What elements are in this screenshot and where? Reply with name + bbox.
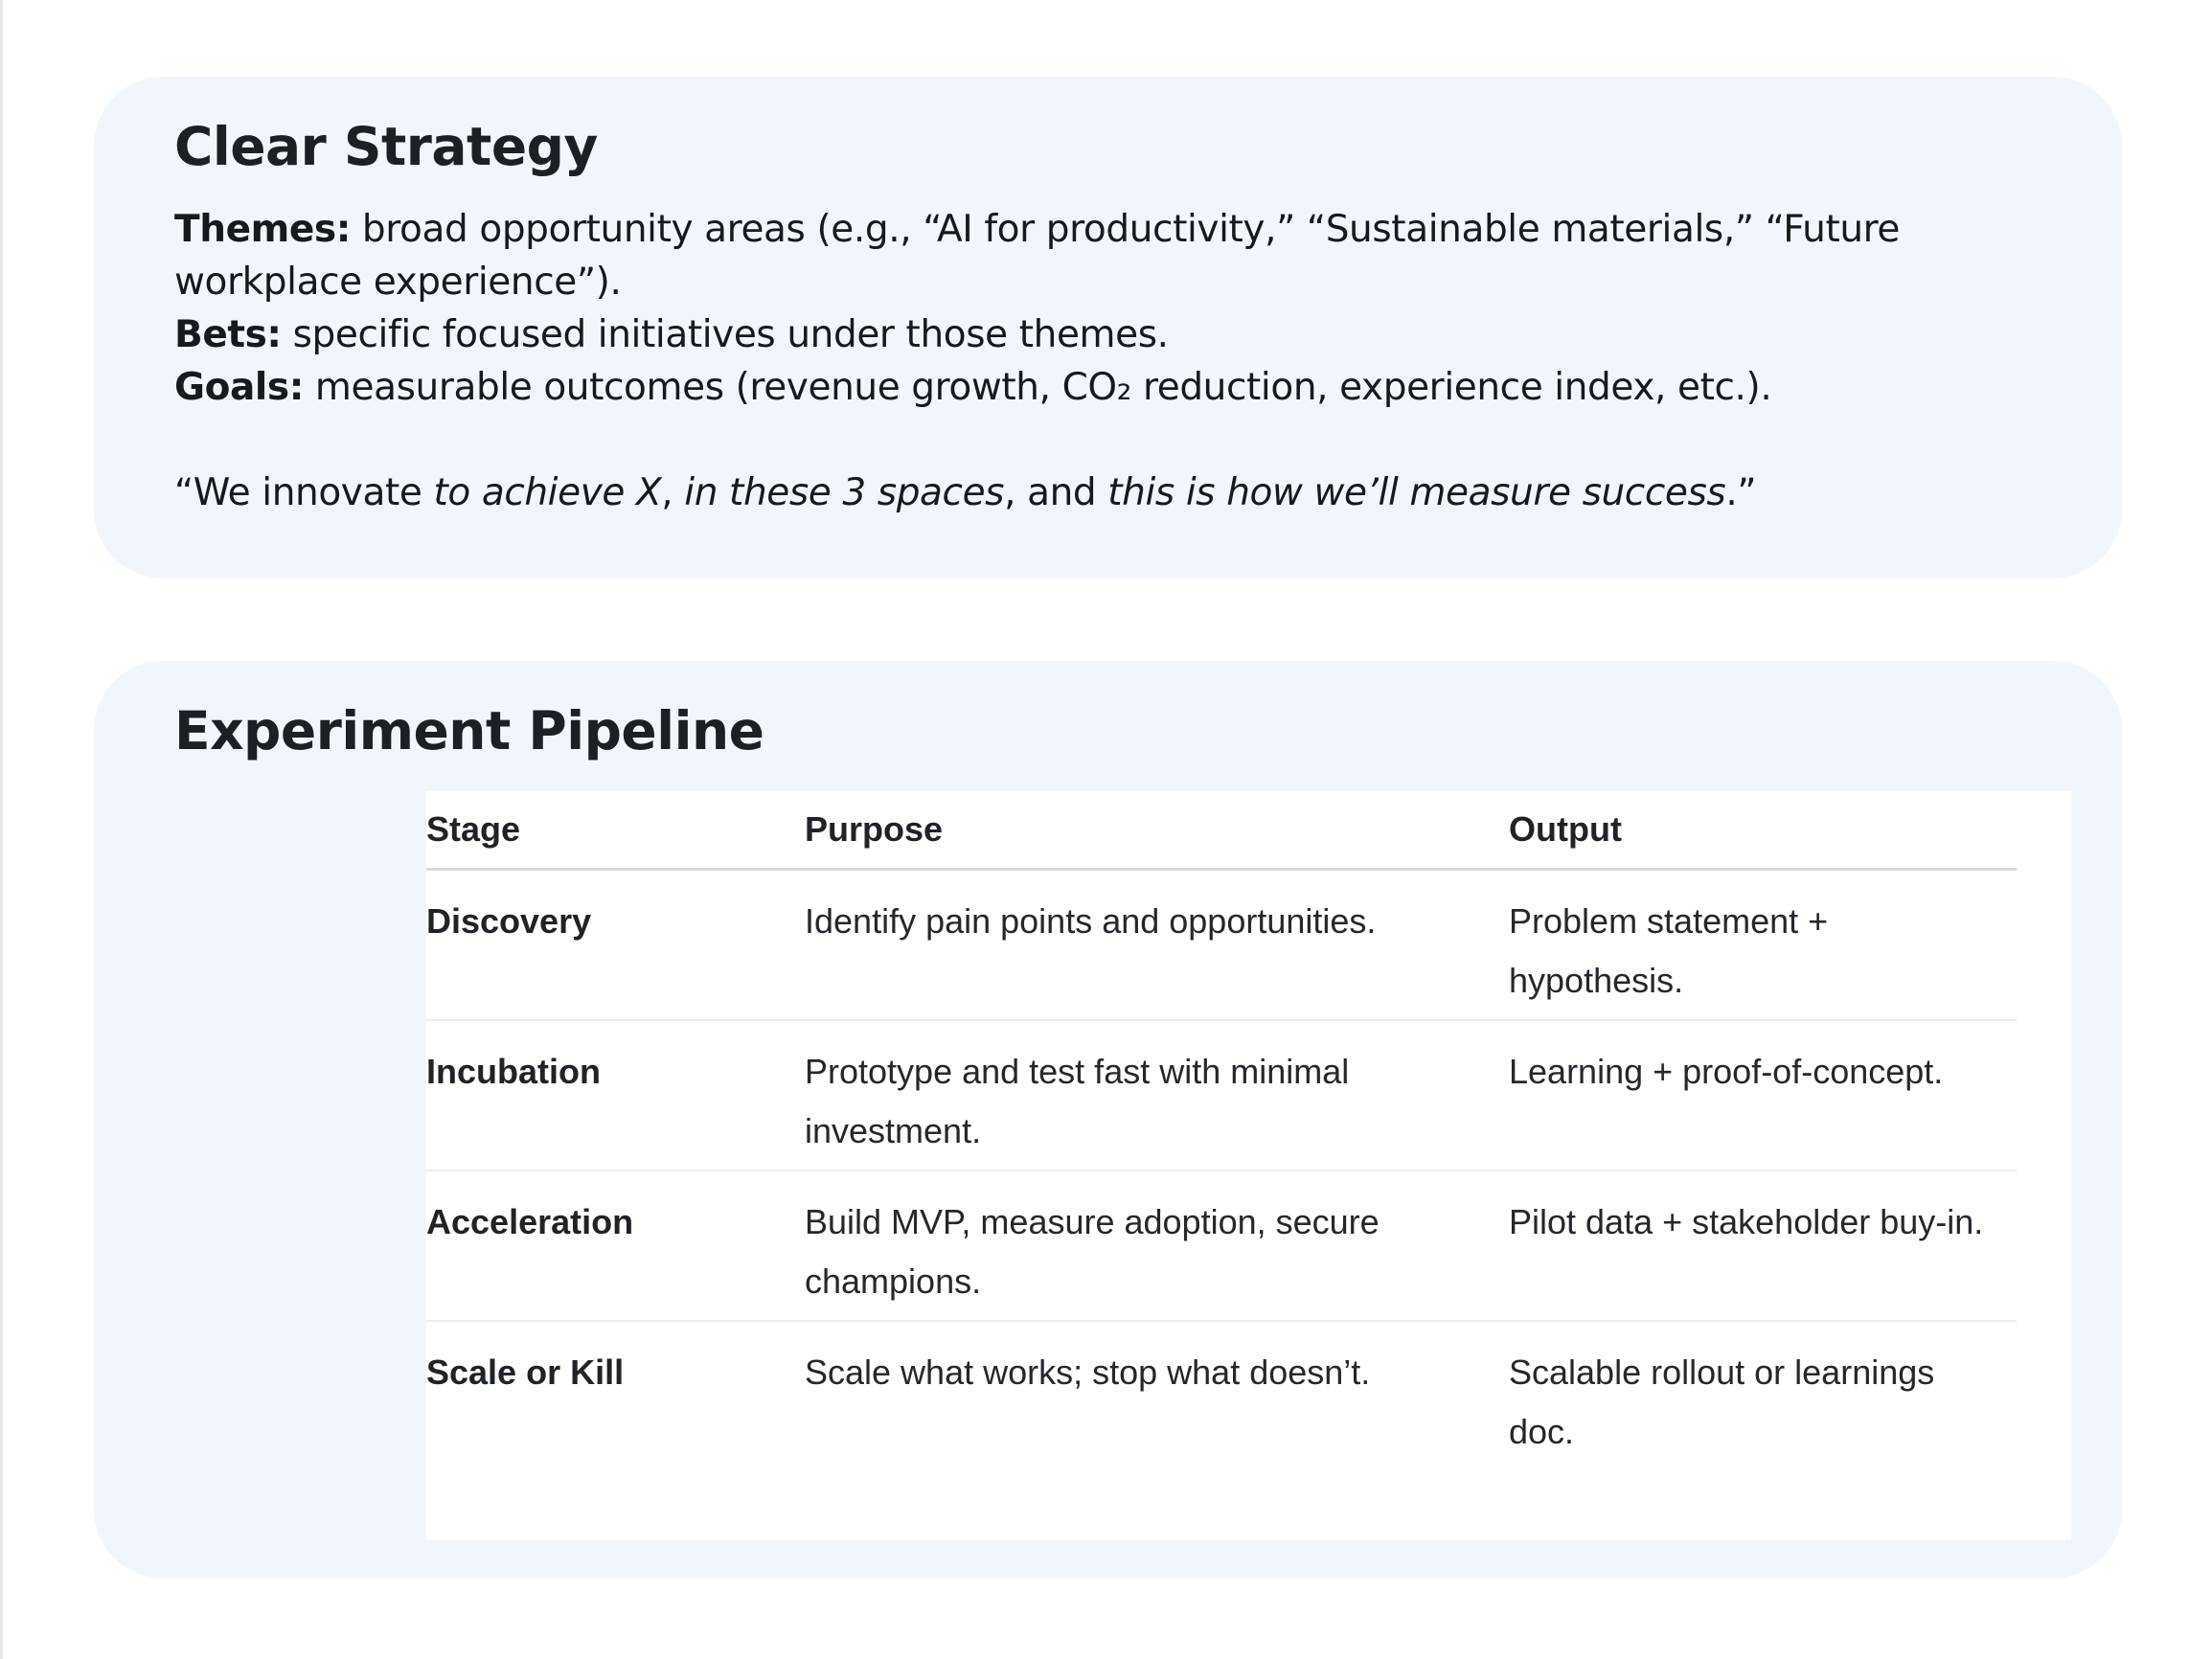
bets-line (174, 308, 2041, 361)
themes-line (174, 203, 2041, 308)
goals-text: measurable outcomes (revenue growth, CO₂ reduction, experience index, etc.). (303, 366, 1772, 409)
goals-label: Goals: (174, 366, 304, 409)
purpose-cell: Build MVP, measure adoption, secure champions. (805, 1170, 1509, 1321)
pipeline-table-container (426, 791, 2071, 1540)
pipeline-table (426, 791, 2017, 1474)
table-header-row (426, 791, 2017, 870)
experiment-pipeline-card (94, 661, 2122, 1579)
table-row (426, 870, 2017, 1020)
strategy-quote (174, 466, 2041, 519)
quote-separator-2: , and (1004, 471, 1108, 514)
quote-open: “We innovate (174, 471, 434, 514)
purpose-cell: Prototype and test fast with minimal investment. (805, 1020, 1509, 1170)
purpose-cell: Scale what works; stop what doesn’t. (805, 1352, 1371, 1392)
quote-close: .” (1725, 471, 1757, 514)
goals-line (174, 361, 2041, 414)
header-output: Output (1509, 791, 2017, 870)
table-row (426, 1020, 2017, 1170)
strategy-body (174, 203, 2041, 519)
bets-label: Bets: (174, 313, 282, 356)
output-cell: Problem statement + hypothesis. (1509, 870, 2017, 1020)
themes-text: broad opportunity areas (e.g., “AI for productivity,” “Sustainable materials,” “Future workplace experience”). (174, 208, 1901, 304)
experiment-pipeline-title: Experiment Pipeline (174, 700, 764, 761)
bets-text: specific focused initiatives under those themes. (281, 313, 1169, 356)
stage-cell: Discovery (426, 870, 805, 1020)
quote-italic-measure: this is how we’ll measure success (1107, 471, 1726, 514)
output-cell: Scalable rollout or learnings doc. (1509, 1352, 1935, 1451)
stage-cell: Scale or Kill (426, 1352, 625, 1392)
quote-separator-1: , (661, 471, 685, 514)
stage-cell: Incubation (426, 1020, 805, 1170)
header-purpose: Purpose (805, 791, 1509, 870)
table-row (426, 1321, 2017, 1474)
output-cell: Learning + proof-of-concept. (1509, 1020, 2017, 1170)
output-cell: Pilot data + stakeholder buy-in. (1509, 1170, 2017, 1321)
purpose-cell: Identify pain points and opportunities. (805, 870, 1509, 1020)
quote-italic-spaces: in these 3 spaces (684, 471, 1005, 514)
clear-strategy-card (94, 77, 2122, 579)
themes-label: Themes: (174, 208, 351, 251)
page-left-border (0, 0, 3, 1659)
quote-italic-achieve: to achieve X (433, 471, 662, 514)
header-stage: Stage (426, 791, 805, 870)
clear-strategy-title: Clear Strategy (174, 116, 598, 177)
stage-cell: Acceleration (426, 1170, 805, 1321)
table-row (426, 1170, 2017, 1321)
